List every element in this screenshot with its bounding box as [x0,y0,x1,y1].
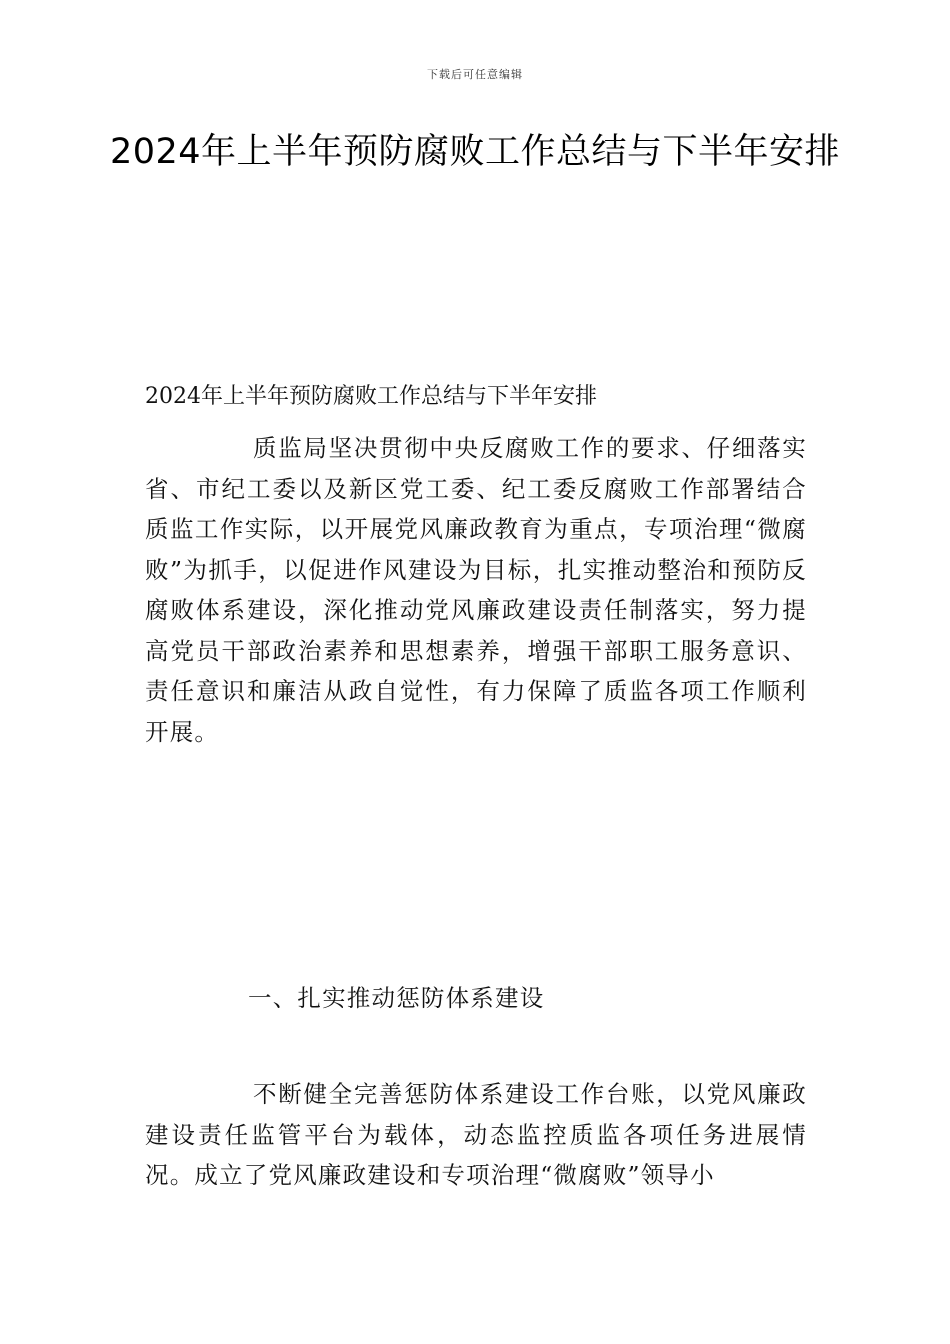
section-1-paragraph: 不断健全完善惩防体系建设工作台账，以党风廉政建设责任监管平台为载体，动态监控质监各项任务进展情况。成立了党风廉政建设和专项治理“微腐败”领导小 [145,1080,807,1189]
document-title: 2024年上半年预防腐败工作总结与下半年安排 [109,132,841,172]
section-heading-1: 一、扎实推动惩防体系建设 [248,984,545,1012]
document-subtitle: 2024年上半年预防腐败工作总结与下半年安排 [145,384,597,409]
intro-paragraph: 质监局坚决贯彻中央反腐败工作的要求、仔细落实省、市纪工委以及新区党工委、纪工委反腐败工作部署结合质监工作实际，以开展党风廉政教育为重点，专项治理“微腐败”为抓手，以促进作风建设为目标，扎实推动整治和预防反腐败体系建设，深化推动党风廉政建设责任制落实，努力提高党员干部政治素养和思想素养，增强干部职工服务意识、责任意识和廉洁从政自觉性，有力保障了质监各项工作顺利开展。 [145,434,807,746]
watermark-text: 下载后可任意编辑 [427,68,523,81]
